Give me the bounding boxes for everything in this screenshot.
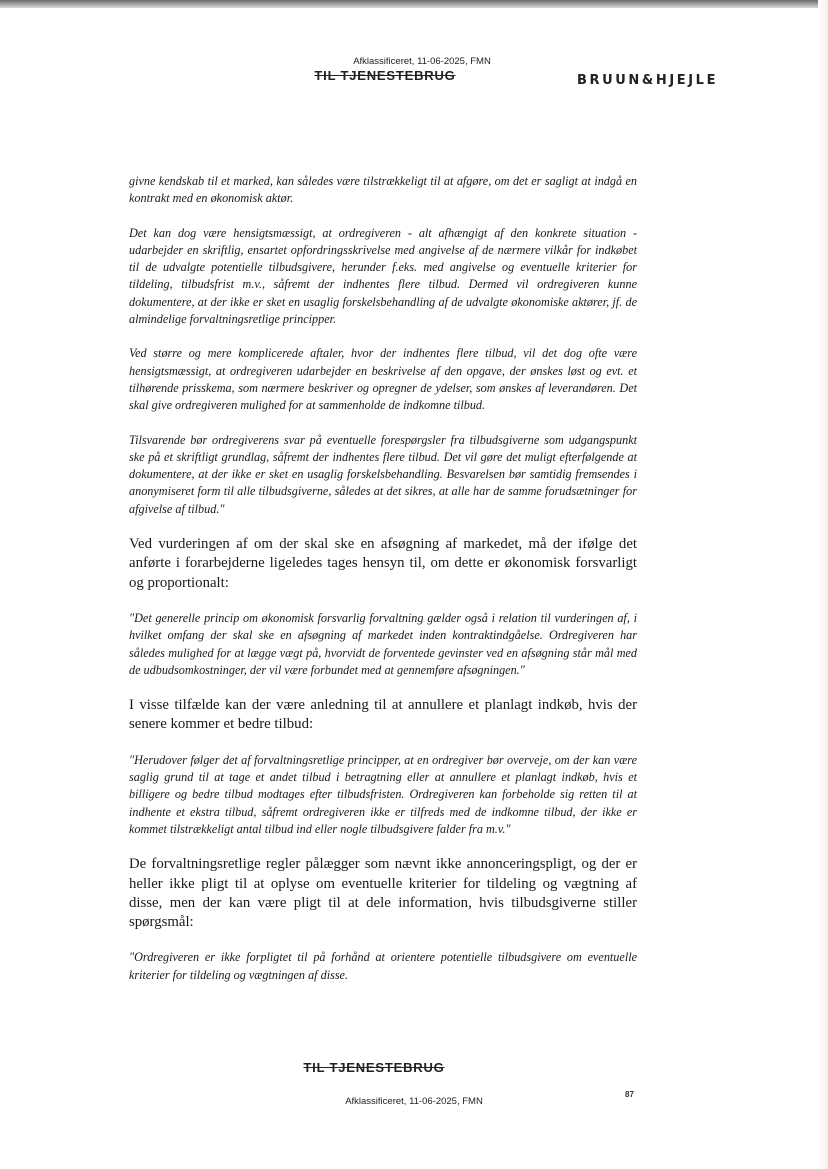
declassification-stamp-top: Afklassificeret, 11-06-2025, FMN xyxy=(353,56,491,67)
quote-paragraph: Ved større og mere komplicerede aftaler, hvor der indhentes flere tilbud, vil det dog ofte være hensigtsmæssigt, at ordregiveren udarbejder en beskrivelse af den opgave, der ønskes løst og evt. et tilhørende prisskema, som nærmere beskriver og opregner de ydelser, som ønskes af leverandøren. Det skal give ordregiveren mulighed for at sammenholde de indkomne tilbud. xyxy=(129,346,637,413)
body-paragraph: Ved vurderingen af om der skal ske en afsøgning af markedet, må der ifølge det anførte i forarbejderne ligeledes tages hensyn til, om dette er økonomisk forsvarligt og proportionalt: xyxy=(129,536,637,591)
classification-marking-bottom: TIL TJENESTEBRUG xyxy=(303,1060,445,1075)
classification-marking-top: TIL TJENESTEBRUG xyxy=(314,68,456,83)
body-paragraph: De forvaltningsretlige regler pålægger som nævnt ikke annonceringspligt, og der er heller ikke pligt til at oplyse om eventuelle kriterier for tildeling og vægtning af disse, men der kan være pligt til at dele information, hvis tilbudsgiverne stiller spørgsmål: xyxy=(129,856,637,931)
quote-paragraph: "Ordregiveren er ikke forpligtet til på forhånd at orientere potentielle tilbudsgivere om eventuelle kriterier for tildeling og vægtningen af disse. xyxy=(129,950,637,982)
document-body xyxy=(129,173,637,1001)
quote-paragraph: Tilsvarende bør ordregiverens svar på eventuelle forespørgsler fra tilbudsgiverne som udgangspunkt ske på et skriftligt grundlag, såfremt der indhentes flere tilbud. Det vil gøre det muligt efterfølgende at dokumentere, at der ikke er sket en usaglig forskelsbehandling. Besvarelsen bør samtidig fremsendes i anonymiseret form til alle tilbudsgiverne, således at det sikres, at alle har de samme forudsætninger for afgivelse af tilbud." xyxy=(129,432,637,516)
quote-paragraph: Det kan dog være hensigtsmæssigt, at ordregiveren - alt afhængigt af den konkrete situation - udarbejder en skriftlig, ensartet opfordringsskrivelse med angivelse af de nærmere vilkår for indkøbet til de udvalgte potentielle tilbudsgivere, herunder f.eks. med angivelse og eventuelle kriterier for tildeling, tilbudsfrist m.v., såfremt der indhentes flere tilbud. Dermed vil ordregiveren kunne dokumentere, at der ikke er sket en usaglig forskelsbehandling af de udvalgte økonomiske aktører, jf. de almindelige forvaltningsretlige principper. xyxy=(129,225,637,327)
body-paragraph: I visse tilfælde kan der være anledning til at annullere et planlagt indkøb, hvis der senere kommer et bedre tilbud: xyxy=(129,697,637,733)
quote-paragraph: givne kendskab til et marked, kan således være tilstrækkeligt til at afgøre, om det er sagligt at indgå en kontrakt med en økonomisk aktør. xyxy=(129,174,637,206)
page-number: 87 xyxy=(625,1090,634,1099)
quote-paragraph: "Det generelle princip om økonomisk forsvarlig forvaltning gælder også i relation til vurderingen af, i hvilket omfang der skal ske en afsøgning af markedet inden kontraktindgåelse. Ordregiveren har således mulighed for at lægge vægt på, hvorvidt de forventede gevinster ved en afsøgning står mål med de udbudsomkostninger, der vil være forbundet med at gennemføre afsøgningen." xyxy=(129,610,637,677)
scan-shadow xyxy=(818,0,828,1169)
declassification-stamp-bottom: Afklassificeret, 11-06-2025, FMN xyxy=(345,1096,483,1107)
firm-logo: BRUUN&HJEJLE xyxy=(577,73,719,88)
scan-edge xyxy=(0,0,828,8)
quote-paragraph: "Herudover følger det af forvaltningsretlige principper, at en ordregiver bør overveje, om der kan være saglig grund til at tage et andet tilbud i betragtning eller at annullere et planlagt indkøb, hvis et billigere og bedre tilbud modtages efter tilbudsfristen. Ordregiveren kan forbeholde sig retten til at indhente et ekstra tilbud, såfremt ordregiveren ikke er tilfreds med de indkomne tilbud, der ikke er kommet tilstrækkeligt antal tilbud ind eller nogle tilbudsgivere falder fra m.v." xyxy=(129,752,637,836)
